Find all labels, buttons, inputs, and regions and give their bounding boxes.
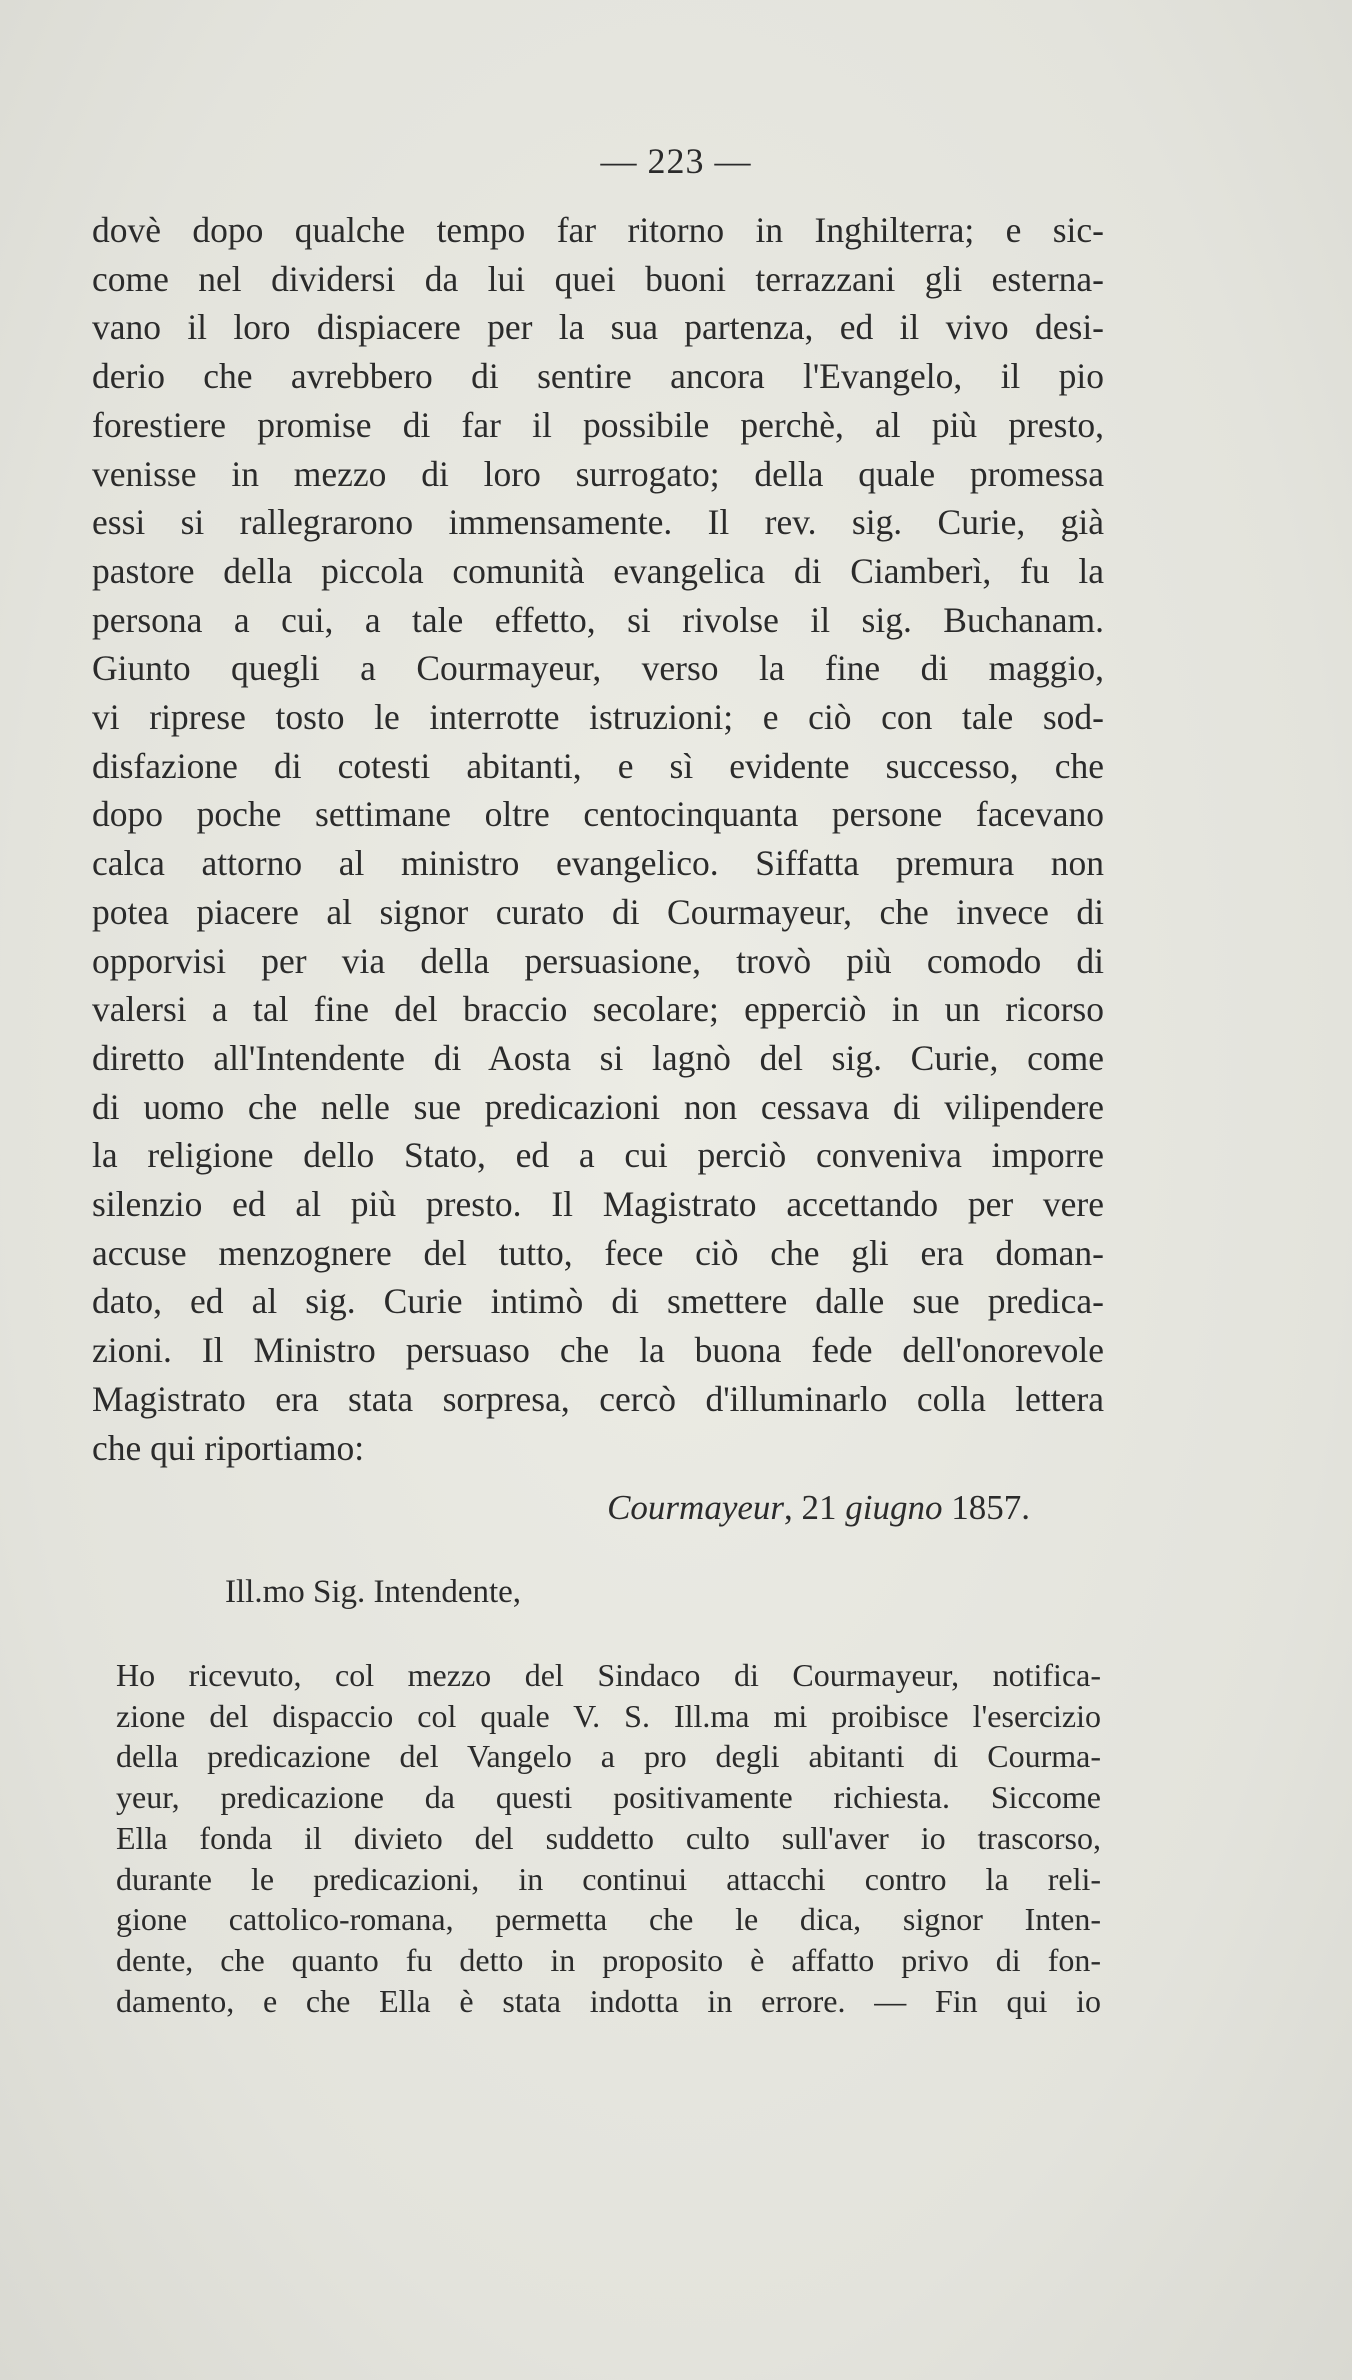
body-line: potea piacere al signor curato di Courmayeur, che invece di — [92, 891, 1104, 932]
body-line: come nel dividersi da lui quei buoni terrazzani gli esterna- — [92, 258, 1104, 299]
page-number: — 223 — — [600, 141, 752, 181]
body-line: Giunto quegli a Courmayeur, verso la fine di maggio, — [92, 648, 1104, 689]
body-line: forestiere promise di far il possibile perchè, al più presto, — [92, 404, 1104, 445]
body-line: dopo poche settimane oltre centocinquanta persone facevano — [92, 794, 1104, 835]
letter-line: della predicazione del Vangelo a pro degli abitanti di Courma- — [116, 1738, 1101, 1775]
body-line: opporvisi per via della persuasione, trovò più comodo di — [92, 940, 1104, 981]
body-line: persona a cui, a tale effetto, si rivolse il sig. Buchanam. — [92, 599, 1104, 640]
body-line: che qui riportiamo: — [92, 1427, 365, 1468]
body-line: venisse in mezzo di loro surrogato; della quale promessa — [92, 453, 1104, 494]
letter-line: zione del dispaccio col quale V. S. Ill.ma mi proibisce l'esercizio — [116, 1697, 1101, 1734]
body-line: vano il loro dispiacere per la sua partenza, ed il vivo desi- — [92, 307, 1104, 348]
body-line: pastore della piccola comunità evangelica di Ciamberì, fu la — [92, 550, 1104, 591]
body-line: di uomo che nelle sue predicazioni non cessava di vilipendere — [92, 1086, 1104, 1127]
body-line: dovè dopo qualche tempo far ritorno in Inghilterra; e sic- — [92, 210, 1104, 250]
letter-text — [116, 1655, 1101, 2021]
body-line: vi riprese tosto le interrotte istruzioni; e ciò con tale sod- — [92, 697, 1104, 738]
body-text — [92, 206, 1104, 1472]
body-line: derio che avrebbero di sentire ancora l'Evangelo, il pio — [92, 356, 1104, 397]
body-line: Magistrato era stata sorpresa, cercò d'illuminarlo colla lettera — [92, 1378, 1104, 1419]
letter-line: gione cattolico-romana, permetta che le dica, signor Inten- — [116, 1901, 1101, 1938]
dateline-month: giugno — [845, 1488, 943, 1527]
letter-line: Ho ricevuto, col mezzo del Sindaco di Courmayeur, notifica- — [116, 1657, 1101, 1693]
body-line: diretto all'Intendente di Aosta si lagnò del sig. Curie, come — [92, 1037, 1104, 1078]
body-line: valersi a tal fine del braccio secolare; epperciò in un ricorso — [92, 989, 1104, 1030]
letter-line: dente, che quanto fu detto in proposito è affatto privo di fon- — [116, 1941, 1101, 1978]
letter-salutation: Ill.mo Sig. Intendente, — [225, 1574, 522, 1610]
body-line: essi si rallegrarono immensamente. Il rev. sig. Curie, già — [92, 502, 1104, 543]
letter-line: damento, e che Ella è stata indotta in errore. — Fin qui io — [116, 1982, 1101, 2019]
letter-line: durante le predicazioni, in continui attacchi contro la reli- — [116, 1860, 1101, 1897]
body-line: disfazione di cotesti abitanti, e sì evidente successo, che — [92, 745, 1104, 786]
letter-line: Ella fonda il divieto del suddetto culto sull'aver io trascorso, — [116, 1819, 1101, 1856]
body-line: dato, ed al sig. Curie intimò di smettere dalle sue predica- — [92, 1281, 1104, 1322]
dateline-place: Courmayeur — [607, 1488, 785, 1527]
dateline-day: , 21 — [784, 1488, 846, 1527]
body-line: la religione dello Stato, ed a cui perciò conveniva imporre — [92, 1135, 1104, 1176]
letter-line: yeur, predicazione da questi positivamente richiesta. Siccome — [116, 1779, 1101, 1816]
dateline-year: 1857. — [942, 1488, 1030, 1527]
body-line: calca attorno al ministro evangelico. Siffatta premura non — [92, 843, 1104, 884]
body-line: silenzio ed al più presto. Il Magistrato accettando per vere — [92, 1184, 1104, 1225]
letter-dateline — [0, 1488, 1030, 1528]
body-line: accuse menzognere del tutto, fece ciò che gli era doman- — [92, 1232, 1104, 1273]
body-line: zioni. Il Ministro persuaso che la buona fede dell'onorevole — [92, 1330, 1104, 1371]
